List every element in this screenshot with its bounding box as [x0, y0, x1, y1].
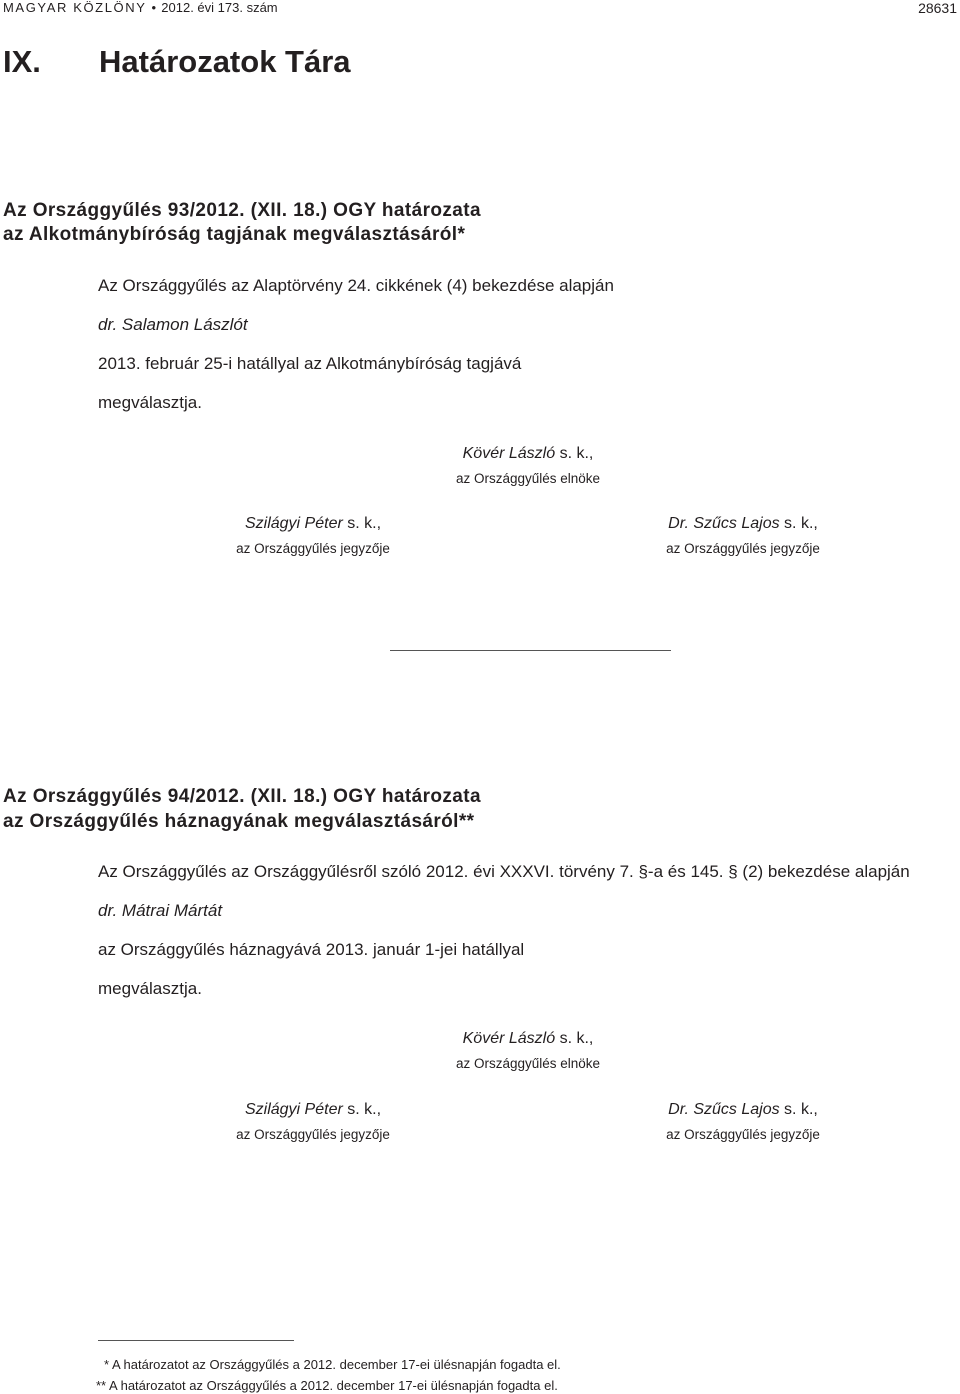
footnote-2 [96, 1378, 558, 1393]
resolution-effect: 2013. február 25-i hatállyal az Alkotmánybíróság tagjává [98, 354, 522, 373]
clerk-left-role: az Országgyűlés jegyzője [236, 541, 390, 556]
speaker-name: Kövér László [462, 445, 556, 462]
resolution-person: dr. Mátrai Mártát [98, 901, 223, 920]
speaker-suffix: s. k., [555, 1030, 594, 1047]
clerk-right-role: az Országgyűlés jegyzője [666, 541, 820, 556]
resolution-person: dr. Salamon Lászlót [98, 315, 248, 334]
clerk-left-suffix: s. k., [342, 1101, 382, 1118]
clerk-right-role: az Országgyűlés jegyzője [666, 1127, 820, 1142]
resolution-basis: Az Országgyűlés az Alaptörvény 24. cikkének (4) bekezdése alapján [98, 276, 614, 295]
clerk-left-suffix: s. k., [342, 515, 382, 532]
signature-clerk-right [593, 514, 893, 559]
resolution-decision: megválasztja. [98, 979, 202, 998]
speaker-role: az Országgyűlés elnöke [455, 471, 601, 486]
clerk-right-name: Dr. Szűcs Lajos [668, 515, 780, 532]
footnote-marker: * [104, 1357, 110, 1372]
resolution-title-line1: Az Országgyűlés 93/2012. (XII. 18.) OGY határozata [3, 200, 481, 221]
resolution-title-line1: Az Országgyűlés 94/2012. (XII. 18.) OGY határozata [3, 786, 481, 807]
running-head [3, 0, 278, 15]
footnote-marker: ** [96, 1378, 107, 1393]
resolution-basis: Az Országgyűlés az Országgyűlésről szóló 2012. évi XXXVI. törvény 7. §-a és 145. § (2) bekezdése alapján [98, 862, 910, 881]
footnote-text: A határozatot az Országgyűlés a 2012. december 17-ei ülésnapján fogadta el. [111, 1357, 561, 1372]
speaker-name: Kövér László [462, 1030, 556, 1047]
signature-clerk-left [163, 514, 463, 559]
resolution-title-line2: az Országgyűlés háznagyának megválasztásáról** [3, 811, 475, 832]
clerk-right-name: Dr. Szűcs Lajos [668, 1101, 780, 1118]
signature-speaker [378, 1029, 678, 1074]
footnote-1 [104, 1357, 561, 1372]
resolution-effect: az Országgyűlés háznagyává 2013. január 1-jei hatállyal [98, 940, 525, 959]
clerk-left-role: az Országgyűlés jegyzője [236, 1127, 390, 1142]
signature-clerk-left [163, 1100, 463, 1145]
chapter-title: Határozatok Tára [99, 44, 351, 79]
resolution-title-line2: az Alkotmánybíróság tagjának megválasztásáról* [3, 224, 466, 245]
speaker-suffix: s. k., [555, 445, 594, 462]
signature-speaker [378, 444, 678, 489]
clerk-right-suffix: s. k., [779, 515, 818, 532]
footnote-text: A határozatot az Országgyűlés a 2012. december 17-ei ülésnapján fogadta el. [109, 1378, 558, 1393]
resolution-decision: megválasztja. [98, 393, 202, 412]
footnote-rule [98, 1340, 294, 1341]
chapter-number: IX. [3, 44, 41, 79]
speaker-role: az Országgyűlés elnöke [455, 1056, 601, 1071]
clerk-left-name: Szilágyi Péter [244, 515, 343, 532]
bullet-icon: • [151, 0, 157, 15]
signature-clerk-right [593, 1100, 893, 1145]
page-number: 28631 [918, 0, 957, 16]
issue-label: 2012. évi 173. szám [161, 0, 278, 15]
clerk-left-name: Szilágyi Péter [244, 1101, 343, 1118]
section-separator [390, 650, 671, 651]
journal-name: MAGYAR KÖZLÖNY [3, 0, 147, 15]
clerk-right-suffix: s. k., [779, 1101, 818, 1118]
